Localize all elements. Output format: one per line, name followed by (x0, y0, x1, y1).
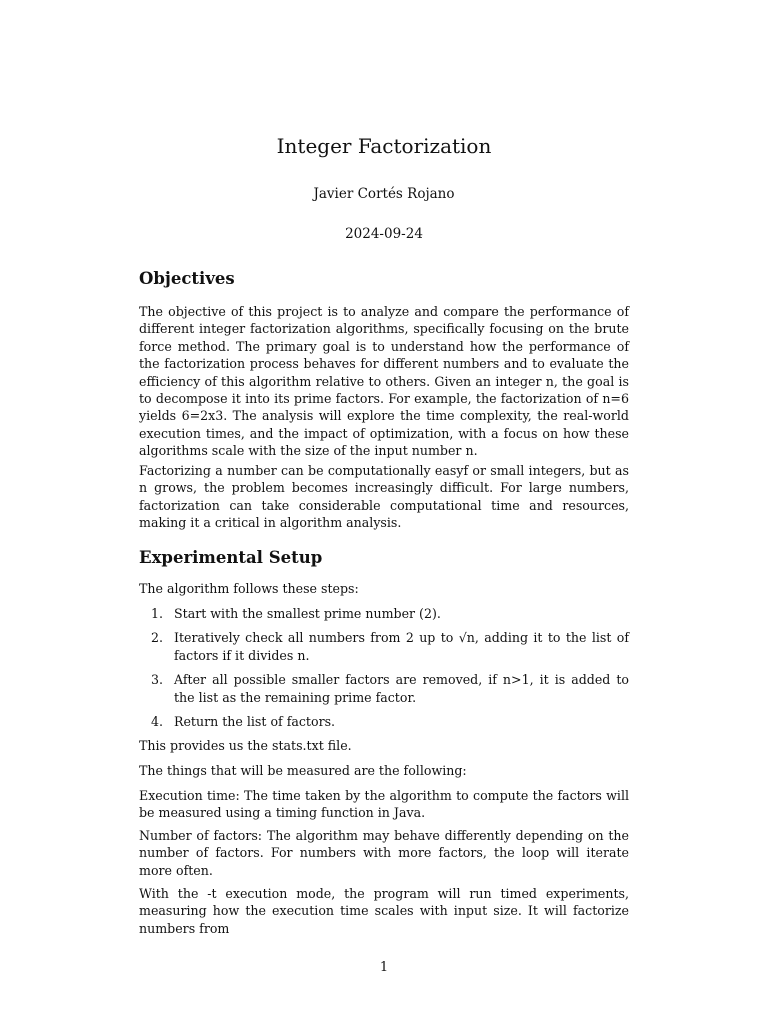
list-item-text: Iteratively check all numbers from 2 up to √n, adding it to the list of factors if it divides n. (174, 630, 629, 663)
list-item (139, 671, 629, 706)
list-item-text: Return the list of factors. (174, 714, 336, 730)
experimental-setup-paragraph-2: The things that will be measured are the following: (139, 763, 467, 778)
list-item-text: Start with the smallest prime number (2). (174, 606, 441, 621)
objectives-paragraph-1: The objective of this project is to analyze and compare the performance of different integer factorization algorithms, specifically focusing on the brute force method. The primary goal is to understand how the performance of the factorization process behaves for different numbers and to evaluate the efficiency of this algorithm relative to others. Given an integer n, the goal is to decompose it into its prime factors. For example, the factorization of n=6 yields 6=2x3. The analysis will explore the time complexity, the real-world execution times, and the impact of optimization, with a focus on how these algorithms scale with the size of the input number n. (139, 304, 629, 459)
document-date: 2024-09-24 (345, 226, 423, 242)
list-item (139, 629, 629, 664)
experimental-setup-paragraph-5: With the -t execution mode, the program will run timed experiments, measuring how the execution time scales with input size. It will factorize numbers from (139, 886, 629, 936)
list-item-number: 2. (151, 630, 164, 646)
list-item (139, 605, 629, 622)
list-item (139, 713, 629, 730)
experimental-setup-paragraph-4: Number of factors: The algorithm may behave differently depending on the number of factors. For numbers with more factors, the loop will iterate more often. (139, 828, 629, 878)
document-author: Javier Cortés Rojano (313, 186, 455, 202)
document-title: Integer Factorization (276, 134, 492, 158)
list-item-text: After all possible smaller factors are removed, if n>1, it is added to the list as the remaining prime factor. (174, 672, 629, 705)
experimental-setup-intro: The algorithm follows these steps: (139, 581, 359, 596)
experimental-setup-paragraph-1: This provides us the stats.txt file. (139, 738, 352, 753)
algorithm-steps-list (139, 605, 629, 730)
section-heading-objectives: Objectives (139, 269, 235, 288)
experimental-setup-paragraph-3: Execution time: The time taken by the algorithm to compute the factors will be measured using a timing function in Java. (139, 788, 629, 821)
objectives-paragraph-2: Factorizing a number can be computationally easyf or small integers, but as n grows, the problem becomes increasingly difficult. For large numbers, factorization can take considerable computational time and resources, making it a critical in algorithm analysis. (139, 463, 629, 531)
list-item-number: 3. (151, 672, 164, 688)
section-heading-experimental-setup: Experimental Setup (139, 548, 323, 567)
list-item-number: 4. (151, 714, 164, 730)
page-number: 1 (379, 960, 389, 975)
list-item-number: 1. (151, 606, 164, 621)
